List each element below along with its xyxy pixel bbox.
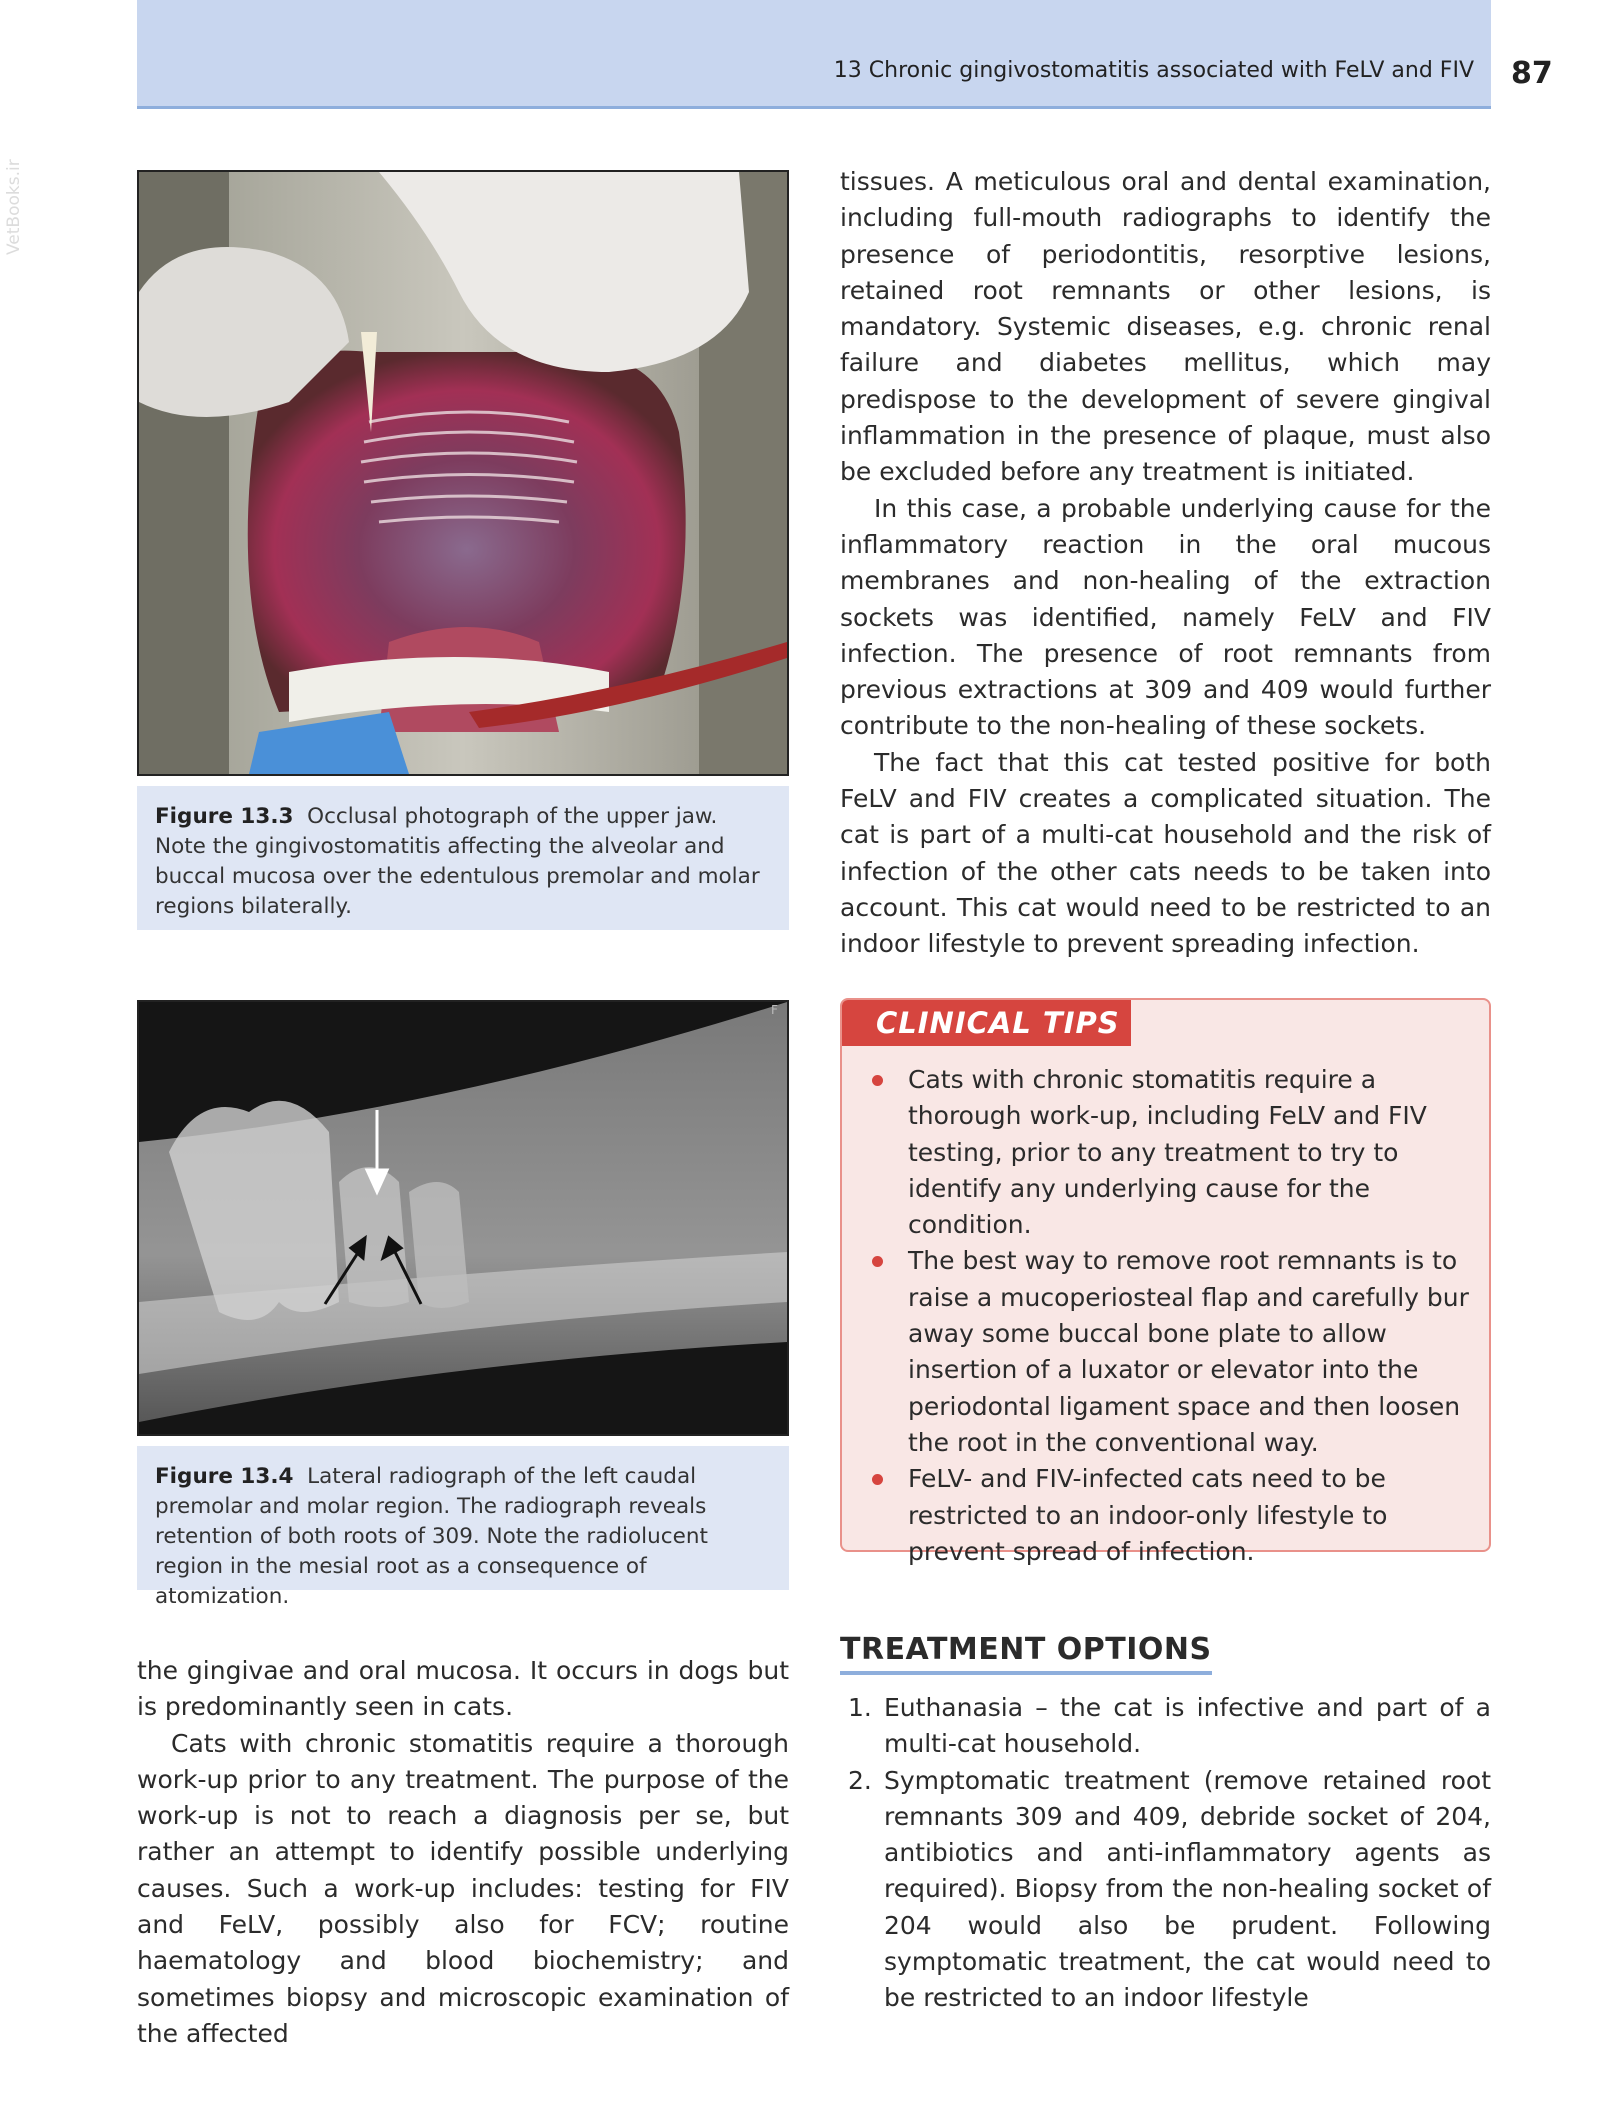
running-head: 13 Chronic gingivostomatitis associated with FeLV and FIV — [833, 58, 1474, 83]
list-item — [908, 1461, 1473, 1570]
bullet-icon — [872, 1256, 883, 1267]
option-text: Symptomatic treatment (remove retained root remnants 309 and 409, debride socket of 204, antibiotics and anti-inflammatory agents as required). Biopsy from the non-healing socket of 204 would also be prudent. Following symptomatic treatment, the cat would need to be restricted to an indoor lifestyle — [884, 1765, 1491, 2013]
list-item — [908, 1062, 1473, 1243]
list-item — [908, 1243, 1473, 1461]
figure-caption-text: Lateral radiograph of the left caudal premolar and molar region. The radiograph reveals retention of both roots of 309. Note the radiolucent region in the mesial root as a consequence of atomization. — [155, 1464, 708, 1609]
oral-photo-illustration — [139, 172, 787, 774]
tip-text: FeLV- and FIV-infected cats need to be restricted to an indoor-only lifestyle to prevent spread of infection. — [908, 1464, 1388, 1566]
left-column-body — [137, 1653, 789, 2052]
page-number: 87 — [1511, 56, 1553, 91]
radiograph-corner-mark: F — [771, 1003, 778, 1017]
watermark: VetBooks.ir — [4, 159, 24, 255]
figure-13-3-caption — [137, 786, 789, 930]
tip-text: The best way to remove root remnants is to raise a mucoperiosteal flap and carefully bur away some buccal bone plate to allow insertion of a luxator or elevator into the periodontal ligament space and then loosen the root in the conventional way. — [908, 1246, 1469, 1457]
right-column-body — [840, 164, 1491, 963]
clinical-tips-title: CLINICAL TIPS — [842, 1000, 1131, 1046]
bullet-icon — [872, 1075, 883, 1086]
figure-13-3-photo — [137, 170, 789, 776]
treatment-options-heading: TREATMENT OPTIONS — [840, 1632, 1212, 1675]
figure-caption-text: Occlusal photograph of the upper jaw. Note the gingivostomatitis affecting the alveolar and buccal mucosa over the edentulous premolar and molar regions bilaterally. — [155, 804, 760, 919]
body-paragraph: Cats with chronic stomatitis require a thorough work-up prior to any treatment. The purpose of the work-up is not to reach a diagnosis per se, but rather an attempt to identify possible underlying causes. Such a work-up includes: testing for FIV and FeLV, possibly also for FCV; routine haematology and blood biochemistry; and sometimes biopsy and microscopic examination of the affected — [137, 1728, 789, 2048]
clinical-tips-list — [908, 1062, 1473, 1570]
body-paragraph: tissues. A meticulous oral and dental examination, including full-mouth radiographs to identify the presence of periodontitis, resorptive lesions, retained root remnants or other lesions, is mandatory. Systemic diseases, e.g. chronic renal failure and diabetes mellitus, which may predispose to the development of severe gingival inflammation in the presence of plaque, must also be excluded before any treatment is initiated. — [840, 167, 1491, 487]
list-number: 1. — [848, 1693, 872, 1722]
list-item — [840, 1763, 1491, 2017]
radiograph-illustration — [139, 1002, 787, 1434]
running-header-band — [137, 0, 1491, 109]
clinical-tips-box — [840, 998, 1491, 1566]
bullet-icon — [872, 1474, 883, 1485]
body-paragraph: the gingivae and oral mucosa. It occurs in dogs but is predominantly seen in cats. — [137, 1656, 789, 1722]
figure-13-4-caption — [137, 1446, 789, 1609]
tip-text: Cats with chronic stomatitis require a thorough work-up, including FeLV and FIV testing, prior to any treatment to try to identify any underlying cause for the condition. — [908, 1065, 1427, 1240]
figure-13-4-radiograph — [137, 1000, 789, 1436]
body-paragraph: In this case, a probable underlying cause for the inflammatory reaction in the oral mucous membranes and non-healing of the extraction sockets was identified, namely FeLV and FIV infection. The presence of root remnants from previous extractions at 309 and 409 would further contribute to the non-healing of these sockets. — [840, 493, 1491, 741]
figure-label: Figure 13.3 — [155, 804, 294, 829]
option-text: Euthanasia – the cat is infective and part of a multi-cat household. — [884, 1693, 1491, 1759]
body-paragraph: The fact that this cat tested positive for both FeLV and FIV creates a complicated situation. The cat is part of a multi-cat household and the risk of infection of the other cats needs to be taken into account. This cat would need to be restricted to an indoor lifestyle to prevent spreading infection. — [840, 747, 1491, 959]
list-item — [840, 1690, 1491, 1763]
treatment-options-list — [840, 1690, 1491, 2017]
figure-label: Figure 13.4 — [155, 1464, 294, 1489]
list-number: 2. — [848, 1765, 872, 1795]
